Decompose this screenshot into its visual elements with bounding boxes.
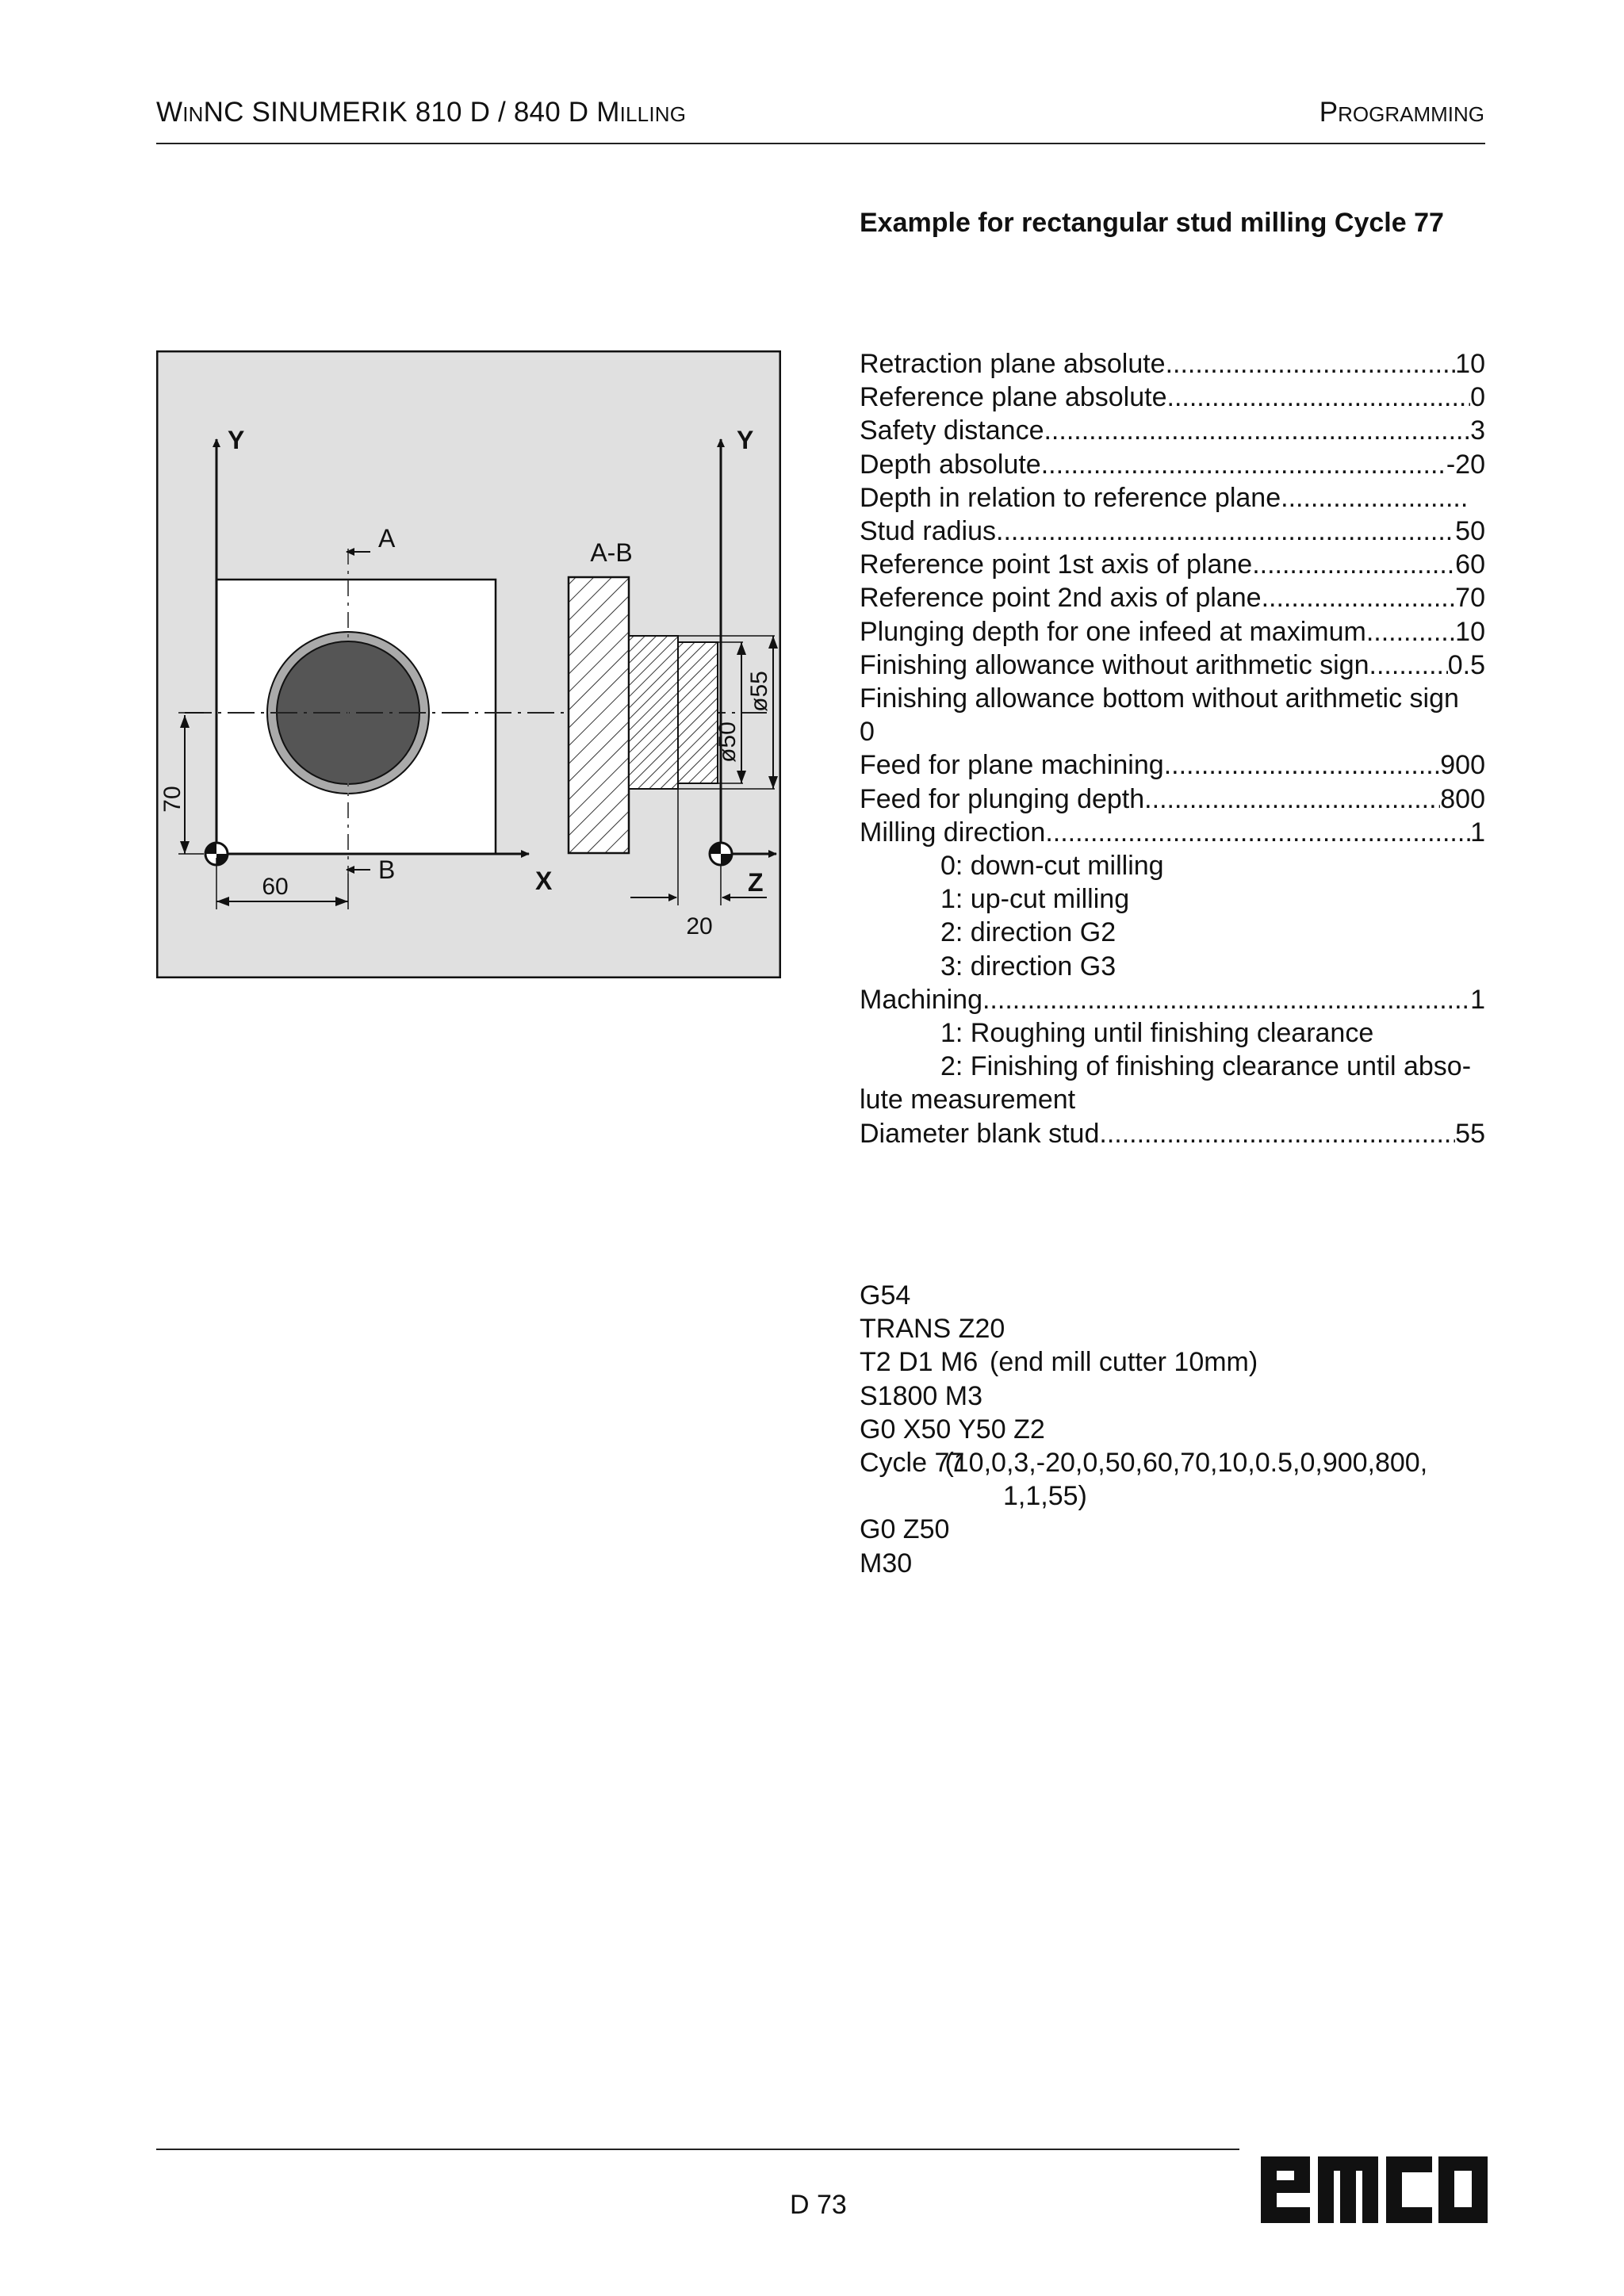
param-row (860, 1117, 1485, 1150)
dot-leader (1166, 347, 1456, 381)
param-label: Milling direction (860, 817, 1046, 848)
page-number: D 73 (790, 2190, 847, 2220)
y-axis-label-right: Y (737, 426, 754, 454)
param-row (860, 649, 1485, 682)
param-value: 1 (1470, 984, 1485, 1015)
dot-leader (1369, 649, 1448, 682)
milling-option: 3: direction G3 (940, 951, 1116, 982)
code-line: M30 (860, 1548, 913, 1578)
dim-60-label: 60 (262, 874, 289, 900)
dim-d55-label: ø55 (746, 671, 772, 712)
param-value: 55 (1455, 1118, 1485, 1149)
header-title-illing: ILLING (619, 102, 687, 126)
param-value: 0 (1470, 382, 1485, 413)
dot-leader (1164, 748, 1441, 782)
section-stud-finished (678, 642, 718, 783)
dot-leader (996, 515, 1455, 548)
param-value: 10 (1455, 349, 1485, 379)
param-row (860, 481, 1470, 515)
param-row (860, 548, 1485, 581)
machining-option-continued: lute measurement (860, 1085, 1076, 1115)
param-label: Stud radius (860, 516, 996, 547)
param-row (860, 347, 1485, 381)
param-row (860, 581, 1485, 614)
z-axis-label: Z (748, 868, 764, 897)
milling-option: 1: up-cut milling (940, 884, 1130, 915)
finish-bottom-label: Finishing allowance bottom without arithmetic sign (860, 683, 1459, 714)
machining-option: 2: Finishing of finishing clearance until abso- (940, 1051, 1472, 1082)
param-value: 800 (1440, 783, 1485, 814)
header-rule (156, 143, 1485, 144)
param-row (860, 381, 1485, 414)
dot-leader (1366, 615, 1455, 649)
dot-leader (1281, 481, 1470, 515)
param-row (860, 448, 1485, 481)
param-value: -20 (1446, 449, 1485, 480)
y-axis-label-left: Y (228, 426, 245, 454)
header-section-rest: ROGRAMMING (1338, 102, 1484, 126)
footer-rule (156, 2149, 1239, 2150)
dot-leader (1099, 1117, 1455, 1150)
param-label: Reference point 2nd axis of plane (860, 583, 1262, 614)
param-row (860, 515, 1485, 548)
param-label: Finishing allowance without arithmetic sign (860, 649, 1369, 680)
header-title-w: W (156, 97, 183, 128)
param-label: Diameter blank stud (860, 1118, 1100, 1149)
code-command: Cycle 77 (860, 1448, 965, 1479)
param-value: 900 (1440, 750, 1485, 781)
code-line (860, 1446, 1494, 1479)
code-comment: (end mill cutter 10mm) (990, 1347, 1258, 1378)
dot-leader (982, 983, 1470, 1016)
code-line (860, 1345, 1494, 1379)
param-row (860, 983, 1485, 1016)
dim-d50-label: ø50 (714, 721, 741, 763)
header-section-p: P (1319, 97, 1339, 128)
param-value: 10 (1455, 616, 1485, 647)
parameter-list (860, 347, 1485, 1150)
param-label: Plunging depth for one infeed at maximum (860, 616, 1366, 647)
header-title (156, 97, 686, 128)
param-label: Retraction plane absolute (860, 349, 1166, 379)
code-line: TRANS Z20 (860, 1314, 1005, 1345)
code-line: G0 Z50 (860, 1514, 950, 1545)
emco-logo (1259, 2150, 1489, 2226)
code-command: T2 D1 M6 (860, 1347, 979, 1378)
param-value: 70 (1455, 583, 1485, 614)
header-title-in: IN (182, 102, 204, 126)
finish-bottom-value: 0 (860, 717, 875, 748)
param-row (860, 816, 1485, 849)
param-label: Feed for plunging depth (860, 783, 1145, 814)
dot-leader (1252, 548, 1455, 581)
param-label: Reference plane absolute (860, 382, 1167, 413)
param-label: Safety distance (860, 415, 1044, 446)
dim-20-label: 20 (686, 913, 713, 939)
dot-leader (1144, 783, 1440, 816)
origin-symbol-right (710, 843, 732, 865)
section-b-label: B (378, 855, 396, 884)
code-arguments: (10,0,3,-20,0,50,60,70,10,0.5,0,900,800, (944, 1448, 1428, 1479)
header-section (1320, 97, 1484, 128)
x-axis-label: X (535, 867, 553, 895)
dot-leader (1262, 581, 1456, 614)
code-line: G0 X50 Y50 Z2 (860, 1414, 1045, 1445)
param-value: 3 (1470, 415, 1485, 446)
section-base-plate (569, 577, 629, 853)
param-label: Depth in relation to reference plane (860, 482, 1281, 513)
param-row (860, 748, 1485, 782)
section-title: Example for rectangular stud milling Cycle 77 (860, 208, 1444, 238)
section-stud-blank (629, 636, 678, 789)
section-ab-label: A-B (590, 538, 633, 567)
machining-option: 1: Roughing until finishing clearance (940, 1018, 1374, 1049)
param-row (860, 414, 1485, 447)
code-line: S1800 M3 (860, 1380, 982, 1411)
code-line: 1,1,55) (1003, 1481, 1087, 1512)
param-value: 60 (1455, 549, 1485, 580)
dot-leader (1044, 414, 1470, 447)
header-title-main: NC SINUMERIK 810 D / 840 D M (203, 97, 620, 128)
param-label: Feed for plane machining (860, 750, 1164, 781)
stud-milling-drawing (156, 350, 781, 978)
param-label: Machining (860, 984, 982, 1015)
milling-option: 2: direction G2 (940, 917, 1116, 948)
dot-leader (1045, 816, 1470, 849)
dot-leader (1167, 381, 1471, 414)
milling-option: 0: down-cut milling (940, 851, 1164, 882)
param-row (860, 783, 1485, 816)
code-line: G54 (860, 1280, 911, 1311)
nc-program (860, 1279, 1494, 1580)
param-value: 0.5 (1447, 649, 1485, 680)
param-label: Reference point 1st axis of plane (860, 549, 1253, 580)
param-label: Depth absolute (860, 449, 1041, 480)
dot-leader (1041, 448, 1446, 481)
param-row (860, 615, 1485, 649)
param-value: 50 (1455, 516, 1485, 547)
dim-70-label: 70 (159, 786, 186, 813)
param-value: 1 (1470, 817, 1485, 848)
section-a-label: A (378, 524, 396, 553)
